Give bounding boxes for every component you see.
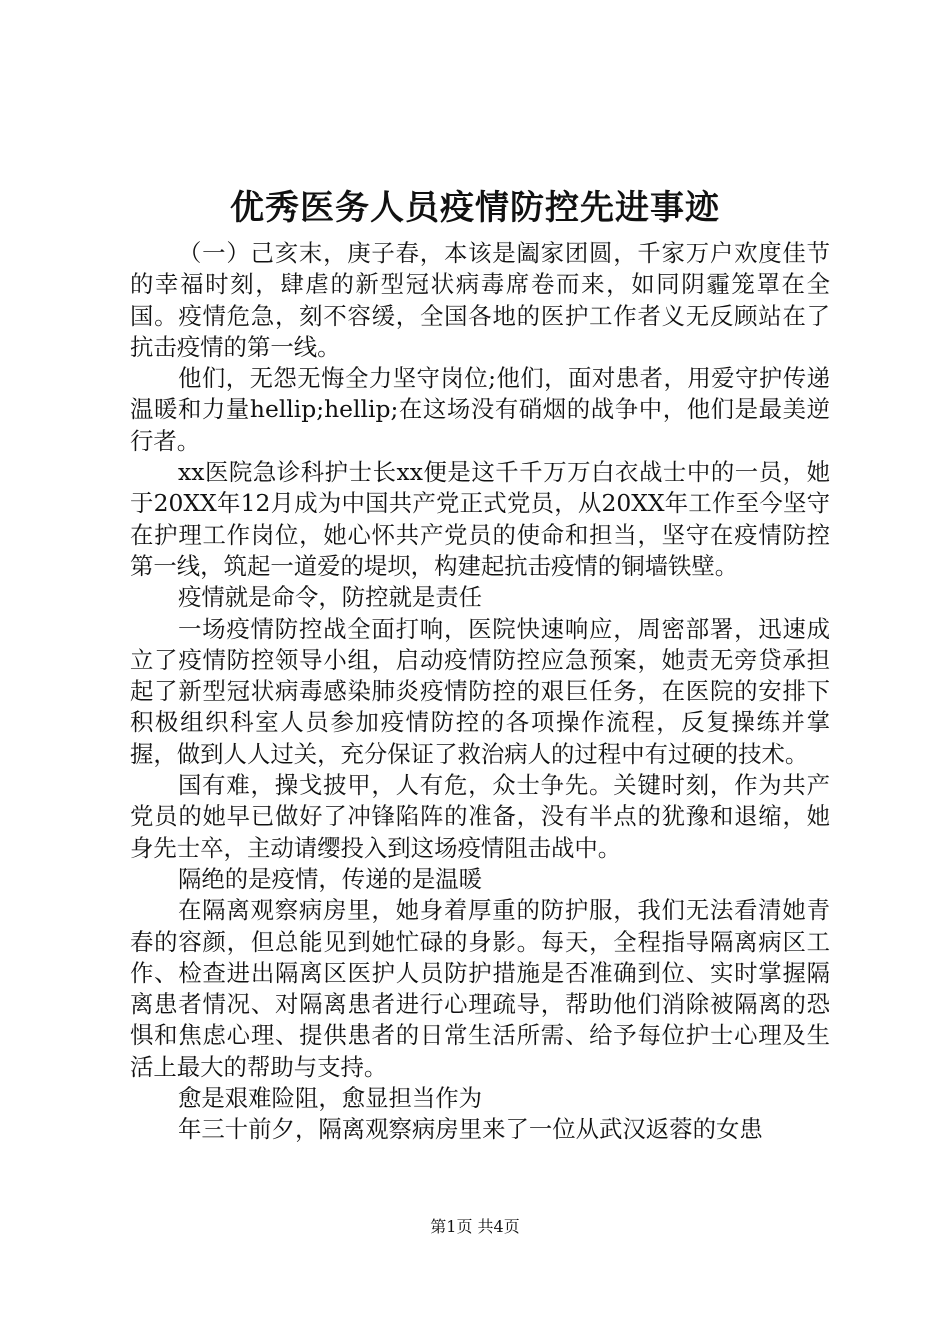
section-heading-2: 隔绝的是疫情，传递的是温暖 xyxy=(178,864,483,893)
paragraph-6: 在隔离观察病房里，她身着厚重的防护服，我们无法看清她青春的容颜，但总能见到她忙碌的身影。每天，全程指导隔离病区工作、检查进出隔离区医护人员防护措施是否准确到位、实时掌握隔离患者情况、对隔离患者进行心理疏导，帮助他们消除被隔离的恐惧和焦虑心理、提供患者的日常生活所需、给予每位护士心理及生活上最大的帮助与支持。 xyxy=(130,896,830,1081)
paragraph-1: （一）己亥末，庚子春，本该是阖家团圆，千家万户欢度佳节的幸福时刻，肆虐的新型冠状病毒席卷而来，如同阴霾笼罩在全国。疫情危急，刻不容缓，全国各地的医护工作者义无反顾站在了抗击疫情的第一线。 xyxy=(130,239,830,361)
paragraph-3: xx医院急诊科护士长xx便是这千千万万白衣战士中的一员，她于20XX年12月成为中国共产党正式党员，从20XX年工作至今坚守在护理工作岗位，她心怀共产党员的使命和担当，坚守在疫情防控第一线，筑起一道爱的堤坝，构建起抗击疫情的铜墙铁壁。 xyxy=(130,458,830,580)
section-heading-3: 愈是艰难险阻，愈显担当作为 xyxy=(178,1084,483,1113)
paragraph-7: 年三十前夕，隔离观察病房里来了一位从武汉返蓉的女患 xyxy=(178,1115,763,1144)
paragraph-5: 国有难，操戈披甲，人有危，众士争先。关键时刻，作为共产党员的她早已做好了冲锋陷阵的准备，没有半点的犹豫和退缩，她身先士卒，主动请缨投入到这场疫情阻击战中。 xyxy=(130,771,830,862)
paragraph-4: 一场疫情防控战全面打响，医院快速响应，周密部署，迅速成立了疫情防控领导小组，启动疫情防控应急预案，她责无旁贷承担起了新型冠状病毒感染肺炎疫情防控的艰巨任务，在医院的安排下积极组织科室人员参加疫情防控的各项操作流程，反复操练并掌握，做到人人过关，充分保证了救治病人的过程中有过硬的技术。 xyxy=(130,614,830,768)
section-heading-1: 疫情就是命令，防控就是责任 xyxy=(178,583,483,612)
paragraph-2: 他们，无怨无悔全力坚守岗位;他们，面对患者，用爱守护传递温暖和力量hellip;hellip;在这场没有硝烟的战争中，他们是最美逆行者。 xyxy=(130,364,830,455)
document-title: 优秀医务人员疫情防控先进事迹 xyxy=(230,188,720,228)
document-body xyxy=(130,238,830,1146)
page-footer: 第1页 共4页 xyxy=(430,1217,520,1236)
